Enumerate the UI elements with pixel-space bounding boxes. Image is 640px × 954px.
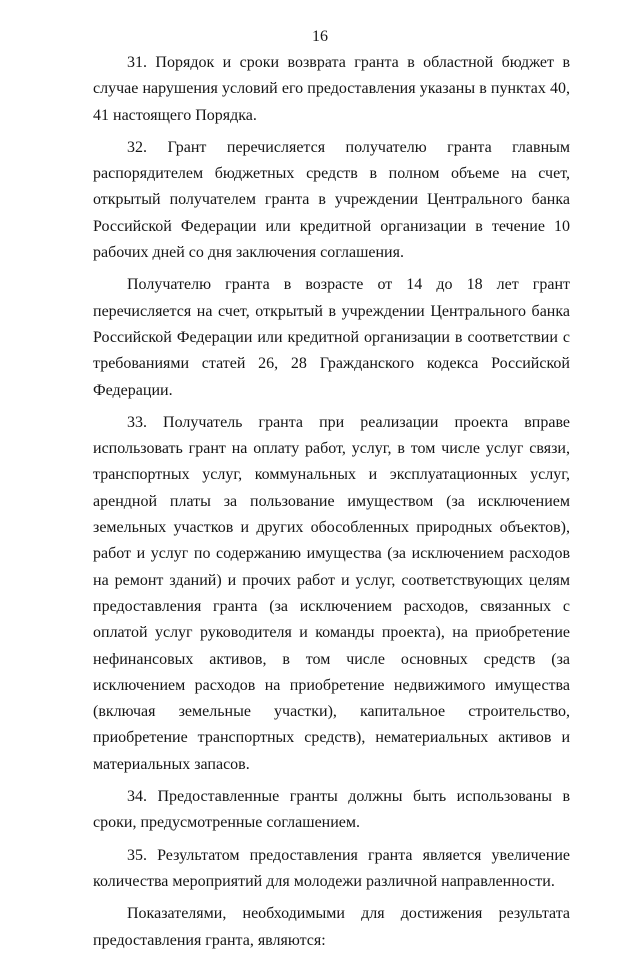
paragraph-32-minors: Получателю гранта в возрасте от 14 до 18 лет грант перечисляется на счет, открытый в учреждении Центрального банка Российской Федерации или кредитной организации в соответствии с требованиями статей 26, 28 Гражданского кодекса Российской Федерации. — [93, 276, 570, 399]
paragraph-31: 31. Порядок и сроки возврата гранта в областной бюджет в случае нарушения условий его предоставления указаны в пунктах 40, 41 настоящего Порядка. — [93, 54, 570, 124]
paragraph-33: 33. Получатель гранта при реализации проекта вправе использовать грант на оплату работ, услуг, в том числе услуг связи, транспортных услуг, коммунальных и эксплуатационных услуг, арендной платы за пользование имуществом (за исключением земельных участков и других обособленных природных объектов), работ и услуг по содержанию имущества (за исключением расходов на ремонт зданий) и прочих работ и услуг, соответствующих целям предоставления гранта (за исключением расходов, связанных с оплатой услуг руководителя и команды проекта), на приобретение нефинансовых активов, в том числе основных средств (за исключением расходов на приобретение недвижимого имущества (включая земельные участки), капитальное строительство, приобретение транспортных средств), нематериальных активов и материальных запасов. — [93, 413, 570, 773]
document-body — [93, 50, 570, 954]
paragraph-35: 35. Результатом предоставления гранта является увеличение количества мероприятий для молодежи различной направленности. — [93, 846, 570, 890]
paragraph-34: 34. Предоставленные гранты должны быть использованы в сроки, предусмотренные соглашением. — [93, 788, 570, 832]
paragraph-indicators: Показателями, необходимыми для достижения результата предоставления гранта, являются: — [93, 905, 570, 949]
page-number: 16 — [312, 28, 328, 45]
paragraph-32: 32. Грант перечисляется получателю гранта главным распорядителем бюджетных средств в полном объеме на счет, открытый получателем гранта в учреждении Центрального банка Российской Федерации или кредитной организации в течение 10 рабочих дней со дня заключения соглашения. — [93, 138, 570, 262]
